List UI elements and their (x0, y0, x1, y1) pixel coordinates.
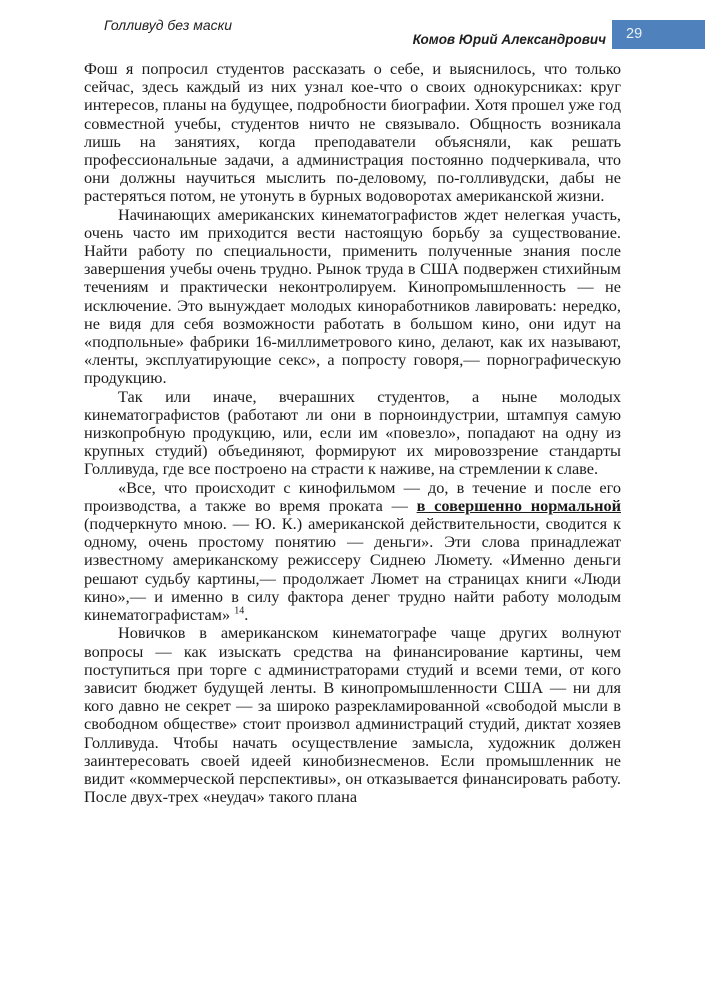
text-run: (подчеркнуто мною. — Ю. К.) американской действительности, сводится к одному, очень простому понятию — деньги». Эти слова принадлежат известному американскому режиссеру Сиднею Люмету. «Именно деньги решают судьбу картины,— продолжает Люмет на страницах книги «Люди кино»,— и именно в силу фактора денег трудно найти работу молодым кинематографистам» (84, 514, 621, 625)
page-body (84, 60, 621, 806)
emphasized-phrase: в совершенно нормальной (416, 495, 621, 515)
text-run: Начинающих американских кинематографистов ждет нелегкая участь, очень часто им приходится вести настоящую борьбу за существование. Найти работу по специальности, применить полученные знания после завершения учебы очень трудно. Рынок труда в США подвержен стихийным течениям и практически неконтролируем. Кинопромышленность — не исключение. Это вынуждает молодых киноработников лавировать: нередко, не видя для себя возможности работать в большом кино, они идут на «подпольные» фабрики 16-миллиметрового кино, делают, как их называют, «ленты, эксплуатирующие секс», а попросту говоря,— порнографическую продукцию. (84, 204, 621, 388)
text-run: . (244, 605, 249, 625)
paragraph (84, 206, 621, 388)
text-run: «Все, что происходит с кинофильмом — до, в течение и после его производства, а также во время проката — (84, 477, 621, 515)
footnote-reference: 14 (234, 605, 245, 617)
page-number-badge (612, 20, 705, 49)
text-run: Новичков в американском кинематографе чаще других волнуют вопросы — как изыскать средства на финансирование картины, чем поступиться при торге с администраторами студий и всеми теми, от кого зависит бюджет будущей ленты. В кинопромышленности США — ни для кого давно не секрет — за широко разрекламированной «свободой мысли в свободном обществе» стоит произвол администраций студий, диктат хозяев Голливуда. Чтобы начать осуществление замысла, художник должен заинтересовать своей идеей кинобизнесменов. Если промышленник не видит «коммерческой перспективы», он отказывается финансировать работу. После двух-трех «неудач» такого плана (84, 623, 621, 807)
paragraph (84, 60, 621, 206)
text-run: Фош я попросил студентов рассказать о себе, и выяснилось, что только сейчас, здесь каждый из них узнал кое-что о своих однокурсниках: круг интересов, планы на будущее, подробности биографии. Хотя прошел уже год совместной учебы, студентов ничто не связывало. Общность возникала лишь на занятиях, когда преподаватели объясняли, как решать профессиональные задачи, а администрация постоянно подчеркивала, что они должны научиться мыслить по-деловому, по-голливудски, дабы не растеряться потом, не утонуть в бурных водоворотах американской жизни. (84, 59, 621, 206)
text-run: Так или иначе, вчерашних студентов, а ныне молодых кинематографистов (работают ли они в порноиндустрии, штампуя самую низкопробную продукцию, или, если им «повезло», попадают на одну из крупных студий) объединяют, формируют их мировоззрение стандарты Голливуда, где все построено на страсти к наживе, на стремлении к славе. (84, 386, 621, 479)
paragraph (84, 479, 621, 625)
running-header-author: Комов Юрий Александрович (412, 32, 606, 47)
paragraph (84, 388, 621, 479)
paragraph (84, 624, 621, 806)
running-header-book-title: Голливуд без маски (104, 17, 233, 33)
page-number: 29 (626, 26, 643, 42)
